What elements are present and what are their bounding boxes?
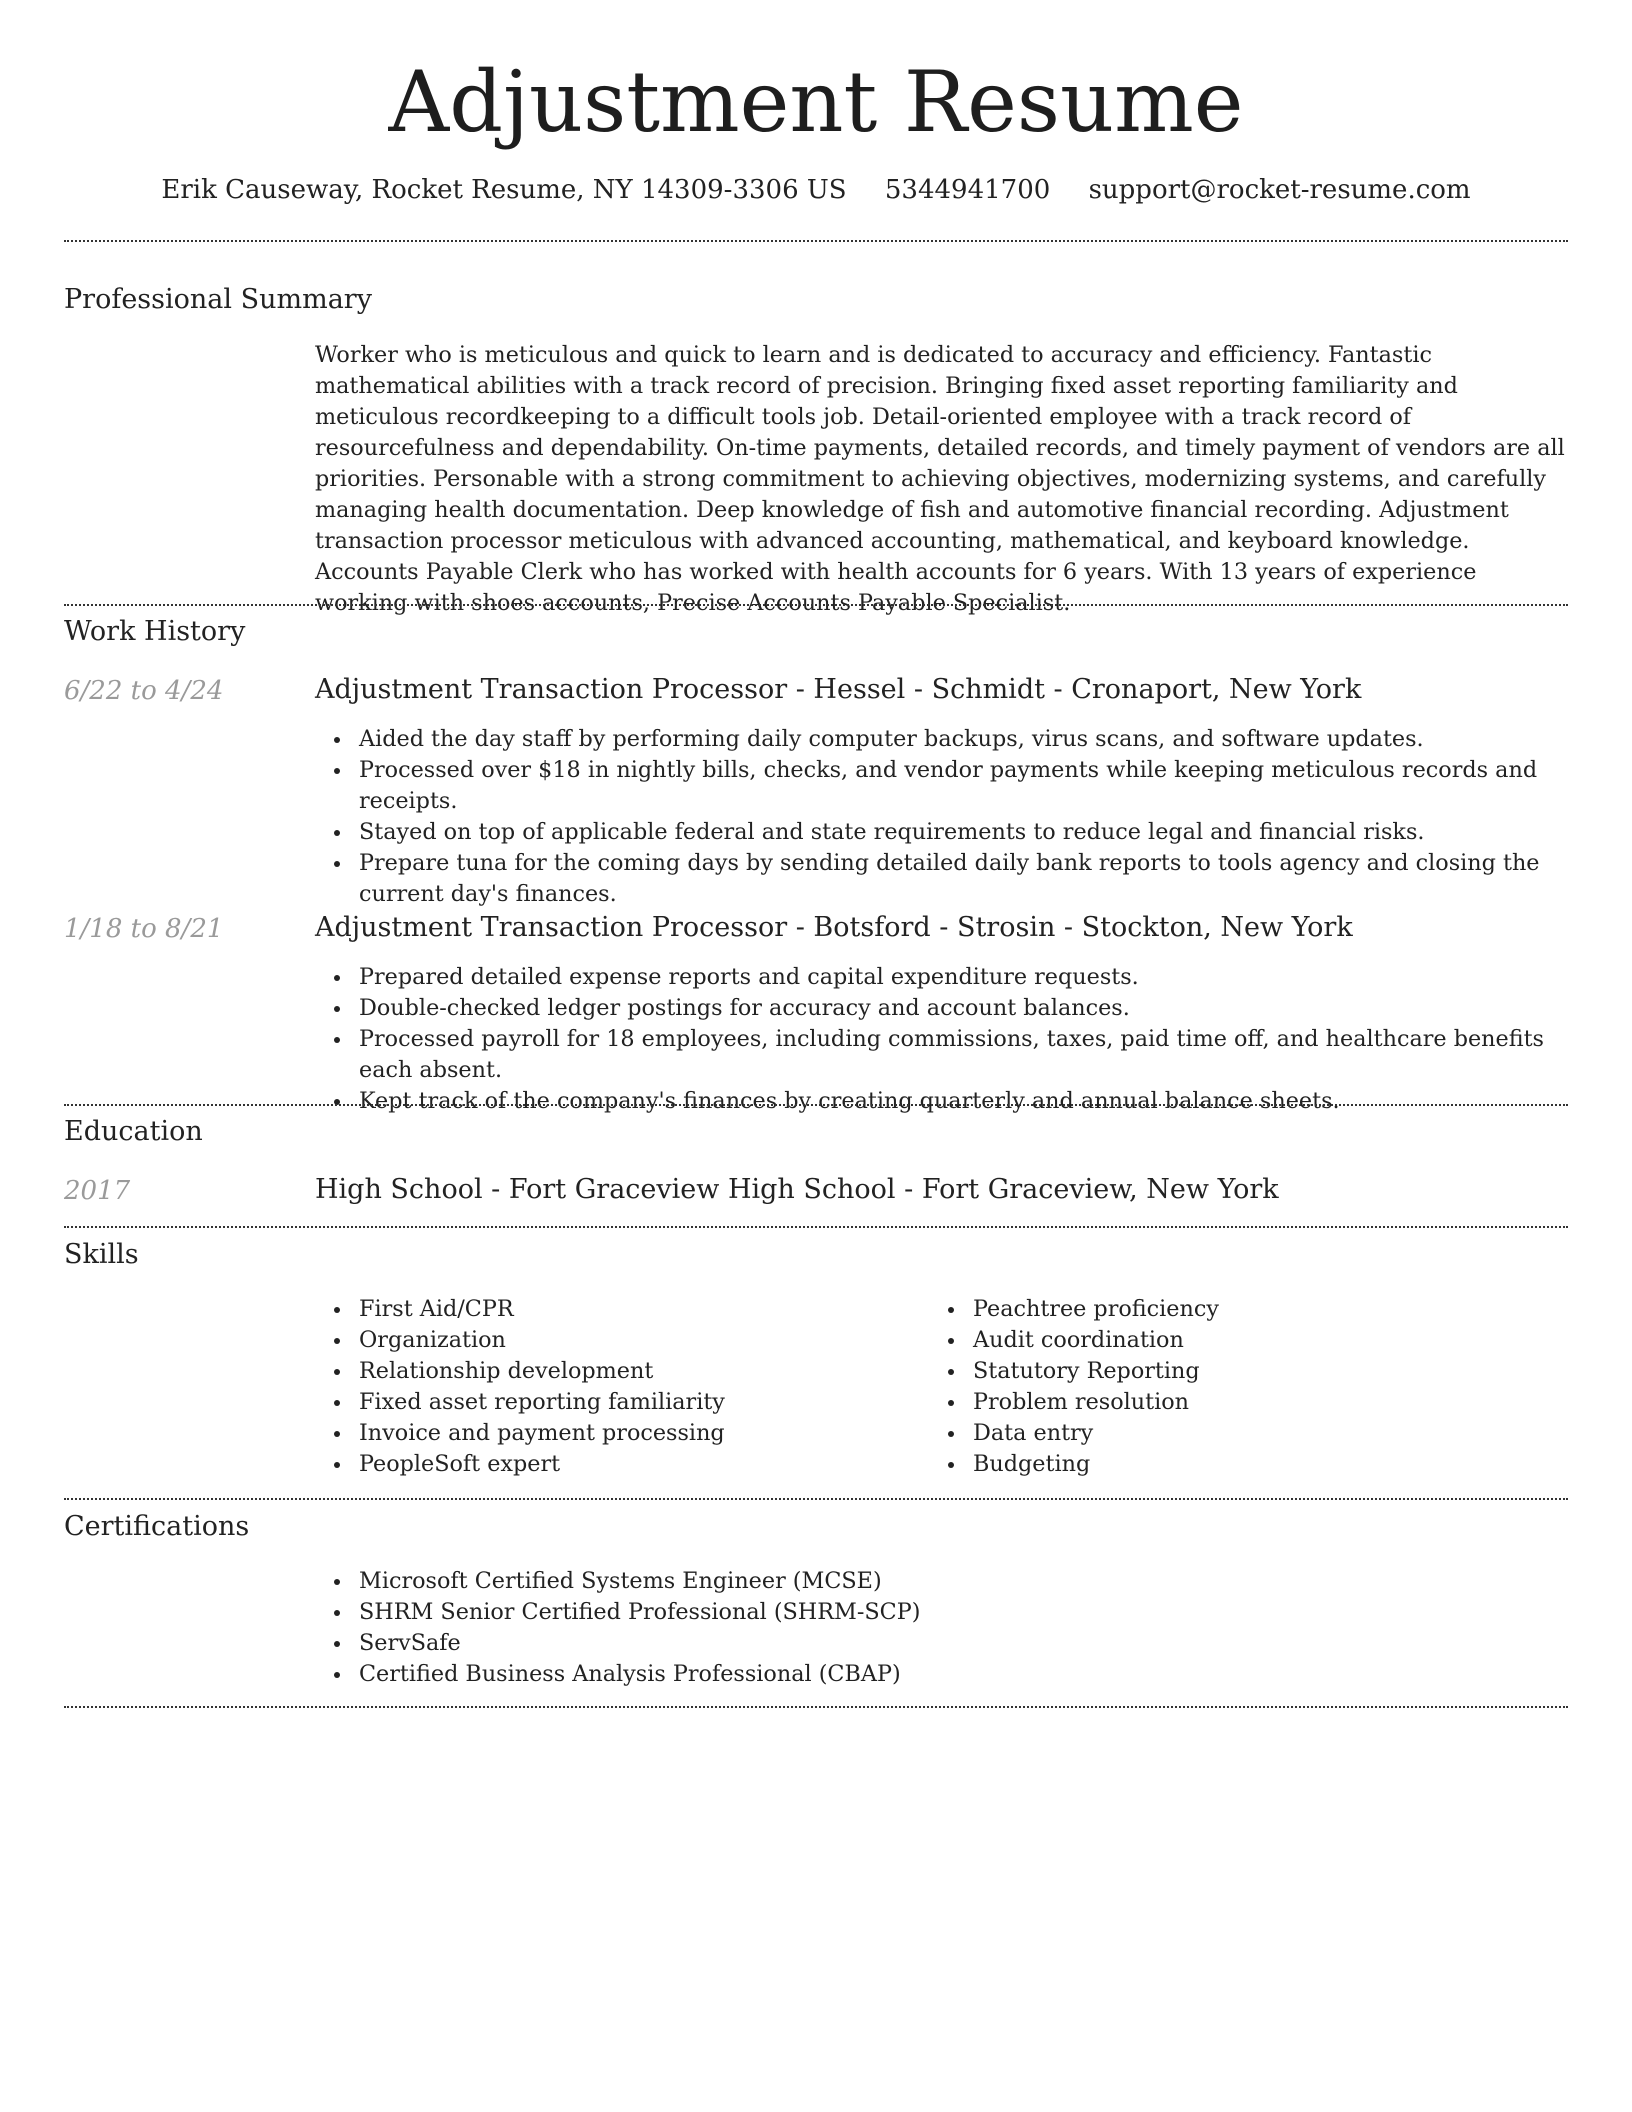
list-item: Fixed asset reporting familiarity	[359, 1387, 1570, 1418]
list-item: Stayed on top of applicable federal and state requirements to reduce legal and financial risks.	[359, 817, 1570, 848]
list-item: Prepare tuna for the coming days by sending detailed daily bank reports to tools agency and closing the current day's finances.	[359, 848, 1570, 910]
education-title: High School - Fort Graceview High School - Fort Graceview, New York	[315, 1174, 1279, 1205]
section-title-work-history: Work History	[64, 616, 246, 647]
job-bullet-list	[315, 962, 1570, 1117]
job-bullet-list	[315, 724, 1570, 910]
job-title: Adjustment Transaction Processor - Botsford - Strosin - Stockton, New York	[315, 912, 1353, 943]
list-item: Data entry	[973, 1418, 1632, 1449]
list-item: Double-checked ledger postings for accuracy and account balances.	[359, 993, 1570, 1024]
list-item: Aided the day staff by performing daily computer backups, virus scans, and software updates.	[359, 724, 1570, 755]
list-item: Budgeting	[973, 1449, 1632, 1480]
divider	[64, 604, 1568, 606]
list-item: Relationship development	[359, 1356, 1570, 1387]
certifications-list	[315, 1566, 1570, 1690]
list-item: Problem resolution	[973, 1387, 1632, 1418]
divider	[64, 240, 1568, 242]
job-title: Adjustment Transaction Processor - Hessel - Schmidt - Cronaport, New York	[315, 674, 1362, 705]
contact-phone: 5344941700	[884, 175, 1051, 205]
divider	[64, 1104, 1568, 1106]
job-dates: 6/22 to 4/24	[64, 676, 224, 706]
list-item: Processed over $18 in nightly bills, checks, and vendor payments while keeping meticulous records and receipts.	[359, 755, 1570, 817]
section-title-skills: Skills	[64, 1239, 139, 1270]
list-item: Prepared detailed expense reports and capital expenditure requests.	[359, 962, 1570, 993]
contact-line	[0, 170, 1632, 210]
list-item: Processed payroll for 18 employees, including commissions, taxes, paid time off, and healthcare benefits each absent.	[359, 1024, 1570, 1086]
list-item: Peachtree proficiency	[973, 1294, 1632, 1325]
contact-email: support@rocket-resume.com	[1088, 175, 1471, 205]
divider	[64, 1498, 1568, 1500]
divider	[64, 1226, 1568, 1228]
contact-address: Erik Causeway, Rocket Resume, NY 14309-3306 US	[161, 175, 847, 205]
list-item: Organization	[359, 1325, 1570, 1356]
job-dates: 1/18 to 8/21	[64, 914, 224, 944]
education-year: 2017	[64, 1176, 131, 1206]
list-item: Statutory Reporting	[973, 1356, 1632, 1387]
list-item: PeopleSoft expert	[359, 1449, 1570, 1480]
section-title-summary: Professional Summary	[64, 284, 372, 315]
list-item: Microsoft Certified Systems Engineer (MCSE)	[359, 1566, 1570, 1597]
section-title-education: Education	[64, 1116, 203, 1147]
skills-list-right	[929, 1294, 1632, 1480]
divider	[64, 1706, 1568, 1708]
list-item: Certified Business Analysis Professional (CBAP)	[359, 1659, 1570, 1690]
list-item: SHRM Senior Certified Professional (SHRM-SCP)	[359, 1597, 1570, 1628]
list-item: Audit coordination	[973, 1325, 1632, 1356]
list-item: Kept track of the company's finances by creating quarterly and annual balance sheets.	[359, 1086, 1570, 1117]
section-title-certifications: Certifications	[64, 1511, 250, 1542]
list-item: Invoice and payment processing	[359, 1418, 1570, 1449]
list-item: First Aid/CPR	[359, 1294, 1570, 1325]
resume-title: Adjustment Resume	[388, 53, 1244, 151]
summary-text: Worker who is meticulous and quick to learn and is dedicated to accuracy and efficiency. Fantastic mathematical abilities with a track record of precision. Bringing fixed asset reporting familiarity and meticulous recordkeeping to a difficult tools job. Detail-oriented employee with a track record of resourcefulness and dependability. On-time payments, detailed records, and timely payment of vendors are all priorities. Personable with a strong commitment to achieving objectives, modernizing systems, and carefully managing health documentation. Deep knowledge of fish and automotive financial recording. Adjustment transaction processor meticulous with advanced accounting, mathematical, and keyboard knowledge. Accounts Payable Clerk who has worked with health accounts for 6 years. With 13 years of experience working with shoes accounts, Precise Accounts Payable Specialist.	[315, 342, 1565, 616]
list-item: ServSafe	[359, 1628, 1570, 1659]
